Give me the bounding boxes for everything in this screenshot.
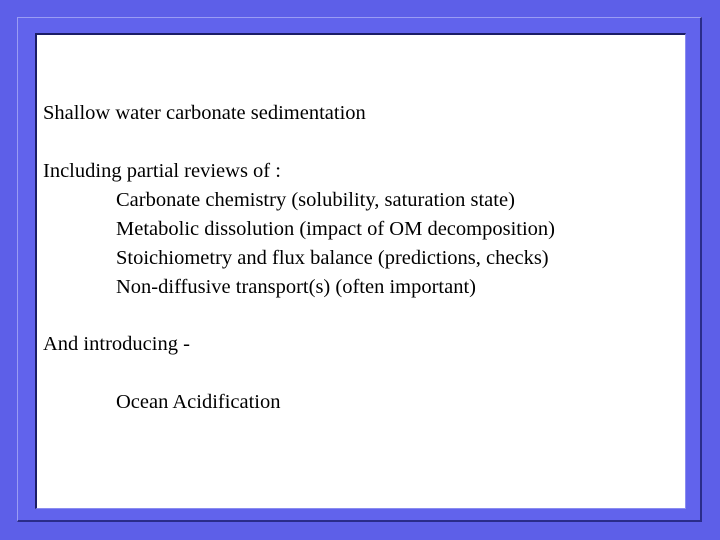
introduced-topic: Ocean Acidification <box>116 391 281 413</box>
slide-heading: Shallow water carbonate sedimentation <box>43 102 366 124</box>
reviews-intro-label: Including partial reviews of : <box>43 160 281 182</box>
introducing-label: And introducing - <box>43 333 190 355</box>
review-item-carbonate-chemistry: Carbonate chemistry (solubility, saturation state) <box>116 189 515 211</box>
review-item-stoichiometry: Stoichiometry and flux balance (predictions, checks) <box>116 247 549 269</box>
review-item-metabolic-dissolution: Metabolic dissolution (impact of OM decomposition) <box>116 218 555 240</box>
review-item-non-diffusive-transport: Non-diffusive transport(s) (often important) <box>116 276 476 298</box>
